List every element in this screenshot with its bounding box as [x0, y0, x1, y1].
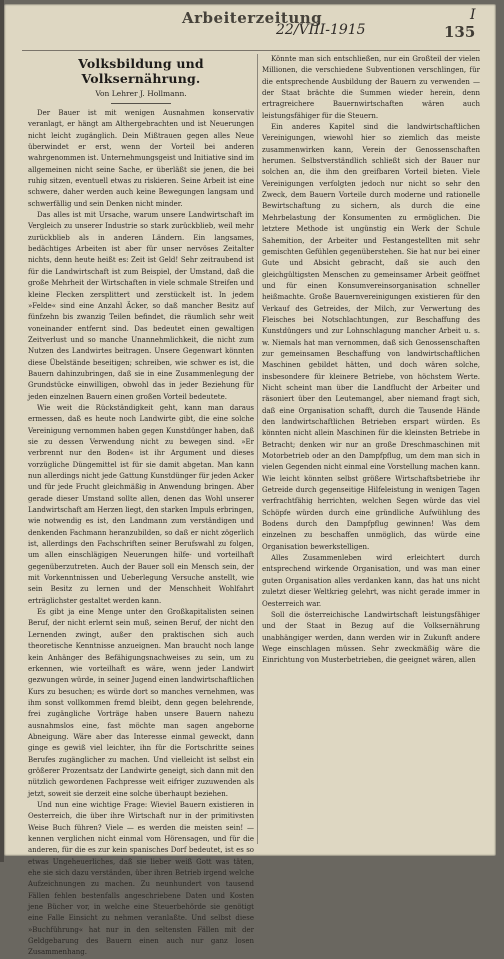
paragraph: Und nun eine wichtige Frage: Wieviel Bauern existieren in Oesterreich, die über ihre Wirtschaft nur in der primitivsten Weise Buch führen? Viele — es werden die meisten sein! — kennen verglichen nicht einmal vom Hörensagen, und für die anderen, für die es zur kein spanisches Dorf bedeutet, ist es so etwas Ungeheuerliches, daß sie lieber weiß Gott was täten, ehe sie sich dazu verständen, über ihren Betrieb irgend welche Aufzeichnungen zu machen. Zu neunhundert von tausend Fällen fehlen bestenfalls angeschriebene Daten und Kosten jene Bücher vor, in welche eine Steuerbehörde sie genötigt eine Falle Einsicht zu nehmen veranlaßte. Und selbst diese »Buchführung« hat nur in den seltensten Fällen mit der Geldgebarung des Bauern einen auch nur ganz losen Zusammenhang.	[28, 800, 254, 957]
paragraph: Ein anderes Kapitel sind die landwirtschaftlichen Vereinigungen, wiewohl hier so ziemlich das meiste zusammenwirken kann, Verein der Genossenschaften herumen. Selbstverständlich schließt sich der Bauer nur solchen an, die ihm den greifbaren Vorteil bieten. Viele Vereinigungen verfolgten jedoch nur nicht so sehr den Zweck, dem Bauern Vorteile durch moderne und rationelle Bewirtschaftung zu sichern, als durch die eine Mehrbelastung der Konsumenten zu ermöglichen. Die letztere Methode ist ungünstig ein Werk der Schule Sahemition, der Arbeiter und Festangestellten mit sehr gemischten Gefühlen gegenüberstehen. Sie hat nur bei einer Gute und Absicht gebracht, daß sie auch den gleichgültigsten Menschen zu gemeinsamer Arbeit geöffnet und für einen Konsumvereinsorganisation schneller heißmachte. Große Bauernvereinigungen existieren für den Verkauf des Getreides, der Milch, zur Verwertung des Fleisches bei Notschlachtungen, zur Beschaffung des Kunstdüngers und zur Lohnschlagung mancher Arbeit u. s. w. Niemals hat man vernommen, daß sich Genossenschaften zur gemeinsamen Beschaffung von landwirtschaftlichen Maschinen gebildet hätten, und doch wären solche, insbesondere für kleinere Betriebe, von höchstem Werte. Nicht scheint man über die Landflucht der Arbeiter und räsoniert über den Leutemangel, aber niemand fragt sich, daß eine Organisation schafft, durch die Tausende Hände den landwirtschaftlichen Betrieben erspart würden. Es könnten nicht allein Maschinen für die kleinsten Betriebe in Betracht; denken wir nur an große Dreschmaschinen mit Motorbetrieb oder an den Dampfpflug, um dem man sich in vielen Gegenden nicht einmal eine Vorstellung machen kann. Wie leicht könnten selbst größere Wirtschaftsbetriebe ihr Getreide durch gegenseitige Hilfeleistung in wenigen Tagen verfrachtfähig herrichten, welchen Segen würde das viel Schöpfe würden durch eine gründliche Aufwühlung des Bodens durch den Dampfpflug gewinnen! Was dem einzelnen zu beschaffen unmöglich, das würde eine Organisation bewerkstelligen.	[262, 123, 480, 551]
handwritten-date: 22/VIII-1915	[276, 22, 366, 38]
article-column-right	[262, 54, 480, 684]
paragraph: Es gibt ja eine Menge unter den Großkapitalisten seinen Beruf, der nicht erlernt sein muß, seinen Beruf, der nicht den Lernenden zwingt, außer den praktischen sich auch theoretische Kenntnisse anzueignen. Man braucht noch lange kein Anhänger des Befähigungsnachweises zu sein, um zu erkennen, wie vorteilhaft es wäre, wenn jeder Landwirt gezwungen würde, in seiner Jugend einen landwirtschaftlichen Kurs zu besuchen; es würde dort so manches vernehmen, was ihm sonst vollkommen fremd bleibt, denn gegen belehrende, frei zugängliche Vorträge haben unsere Bauern nahezu ausnahmslos eine, fast möchte man sagen angeborne Abneigung. Wäre aber das Interesse einmal geweckt, dann ginge es gewiß viel leichter, ihn für die Fortschritte seines Berufes zugänglicher zu machen. Und vielleicht ist selbst ein größerer Prozentsatz der Landwirte geneigt, sich dann mit den nützlich gewordenen Fachpresse weit eifriger zuzuwenden als jetzt, soweit sie derzeit eine solche überhaupt beziehen.	[28, 608, 254, 798]
title-rule	[111, 103, 171, 104]
page-number: 135	[444, 23, 476, 41]
paragraph: Soll die österreichische Landwirtschaft leistungsfähiger und der Staat in Bezug auf die Volksernährung unabhängiger werden, dann werden wir in Zukunft andere Wege einschlagen müssen. Sehr zweckmäßig wäre die Einrichtung von Musterbetrieben, die geeignet wären, allen	[262, 610, 480, 665]
article-title: Volksbildung und Volksernährung.	[78, 56, 204, 86]
article-column-left	[28, 54, 254, 957]
masthead: Arbeiterzeitung	[182, 9, 323, 27]
column-divider	[257, 54, 258, 844]
paragraph: Das alles ist mit Ursache, warum unsere Landwirtschaft im Vergleich zu unserer Industrie so stark zurückblieb, weil mehr zurückblieb als in anderen Ländern. Ein langsames, bedächtiges Arbeiten ist aber für unser nervöses Zeitalter nichts, denn heute heißt es: Zeit ist Geld! Sehr zeitraubend ist für die Landwirtschaft ist zum Beispiel, der Umstand, daß die große Mehrheit der Wirtschaften in viele schmale Streifen und kleine Flecken zersplittert und zerstückelt ist. In jedem »Felde« sind eine Anzahl Äcker, so daß mancher Besitz auf fünfzehn bis zwanzig Teilen befindet, die räumlich sehr weit voneinander entfernt sind. Das bedeutet einen gewaltigen Zeitverlust und so manche Unannehmlichkeit, die nicht zum Nutzen des Landwirtes beitragen. Unsere Gegenwart könnten diese Übelstände beseitigen; schreiben, wie schwer es ist, die Bauern dahinzubringen, daß sie in eine Zusammenlegung der Grundstücke einwilligen, obwohl das in jeder Beziehung für jeden einzelnen Bauern einen großen Vorteil bedeutete.	[28, 211, 254, 401]
paragraph: Der Bauer ist mit wenigen Ausnahmen konservativ veranlagt, er hängt am Althergebrachten und ist Neuerungen nicht leicht zugänglich. Dein Mißtrauen gegen alles Neue überwindet er erst, wenn der Vorteil bei anderen wahrgenommen ist. Unternehmungsgeist und Initiative sind im allgemeinen nicht seine Sache, er überläßt sie jenen, die bei ruhig sitzen, eventuell etwas zu riskieren. Seine Arbeit ist eine schwere, daher werden auch keine Bewegungen langsam und schwerfällig und sein Denken nicht minder.	[28, 109, 254, 208]
paragraph: Alles Zusammenleben wird erleichtert durch entsprechend wirkende Organisation, und was man einer guten Organisation alles verdanken kann, das hat uns nicht zuletzt dieser Weltkrieg gelehrt, was nicht gerade immer in Oesterreich war.	[262, 554, 480, 608]
header-rule	[22, 50, 480, 51]
page-header	[4, 4, 496, 56]
paragraph: Könnte man sich entschließen, nur ein Großteil der vielen Millionen, die verschiedene Subventionen verschlingen, für die entsprechende Ausbildung der Bauern zu verwenden — der Staat brächte die Summen wieder herein, denn ertragreichere Bauernwirtschaften wären auch leistungsfähiger für die Steuern.	[262, 55, 480, 120]
article-byline: Von Lehrer J. Hollmann.	[95, 89, 187, 98]
newspaper-clipping	[4, 4, 496, 957]
corner-mark: I	[470, 7, 476, 23]
paragraph: Wie weit die Rückständigkeit geht, kann man daraus ermessen, daß es heute noch Landwirte gibt, die eine solche Vereinigung vernommen haben gegen Kunstdünger haben, daß sie zu dessen Verwendung nicht zu bewegen sind. »Er verbrennt nur den Boden« ist ihr Argument und dieses vorzügliche Düngemittel ist für sie damit abgetan. Man kann nun allerdings nicht jede Gattung Kunstdünger für jeden Acker und für jede Frucht gleichmäßig in Anwendung bringen. Aber gerade dieser Umstand sollte allen, denen das Wohl unserer Landwirtschaft am Herzen liegt, den starken Impuls erbringen, wie notwendig es ist, den Landmann zum verständigen und denkenden Fachmann heranzubilden, so daß er nicht zögerlich ist, allerdings den Fachschriften seiner Berufswahl zu folgen, um allen einschlägigen Neuerungen hilfe- und vorteilhaft gegenüberzutreten. Auch der Bauer soll ein Mensch sein, der mit Vorkenntnissen und Ueberlegung Versuche anstellt, wie sein Besitz zu lernen und der Menschheit Wohlfahrt erträglichster gestaltet werden kann.	[28, 403, 254, 605]
